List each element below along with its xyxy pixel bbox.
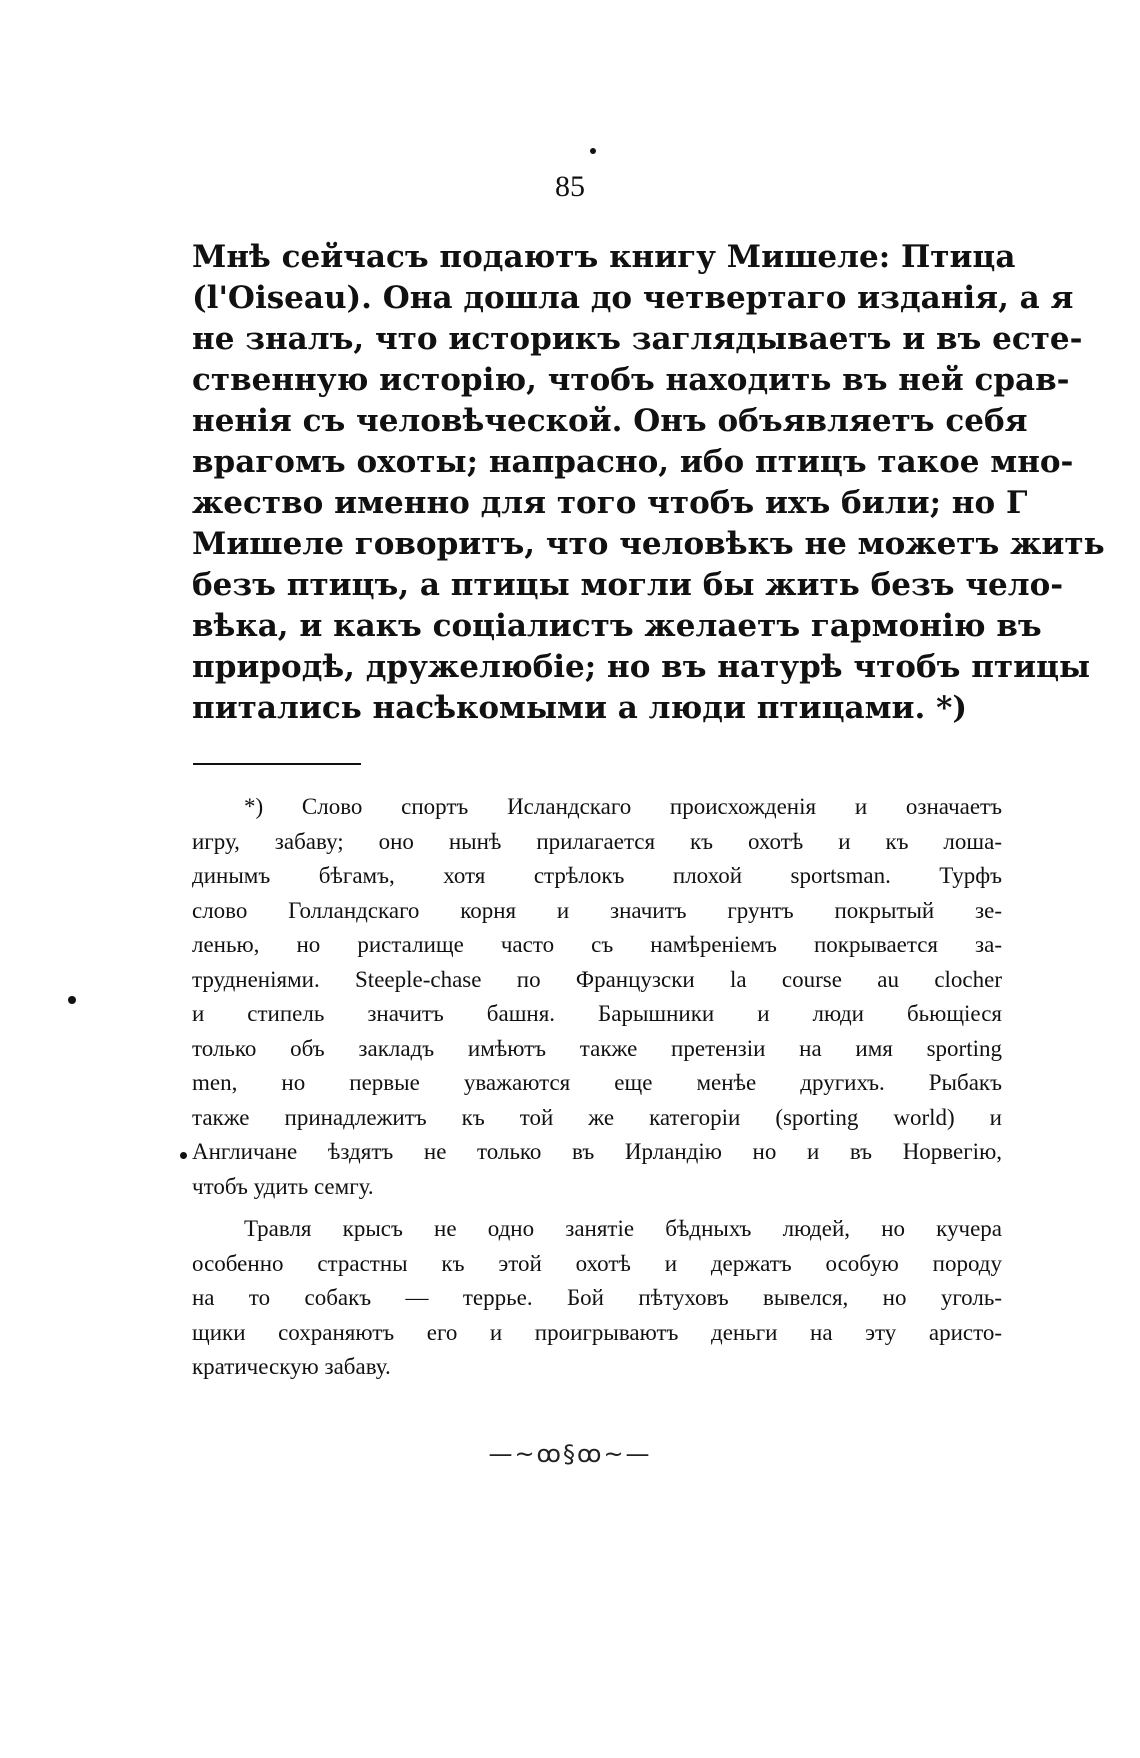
main-text-line: вѣка, и какъ соціалистъ желаетъ гармонію въ xyxy=(192,608,1042,644)
footnote-line: ленью, но ристалище часто съ намѣреніемъ покрывается за- xyxy=(192,932,1002,957)
main-text-line: Мнѣ сейчасъ подаютъ книгу Мишеле: Птица xyxy=(192,239,1016,275)
footnote-line: динымъ бѣгамъ, хотя стрѣлокъ плохой sportsman. Турфъ xyxy=(192,863,1002,888)
page-number: 85 xyxy=(555,170,585,203)
footnote xyxy=(192,790,1002,1385)
footnote-line: слово Голландскаго корня и значитъ грунтъ покрытый зе- xyxy=(192,897,1002,923)
main-text-line: безъ птицъ, а птицы могли бы жить безъ чело- xyxy=(192,567,1064,603)
footnote-line: на то собакъ — террье. Бой пѣтуховъ вывелся, но уголь- xyxy=(192,1285,1002,1310)
footnote-paragraph-2 xyxy=(192,1212,1002,1385)
footnote-line: men, но первые уважаются еще менѣе другихъ. Рыбакъ xyxy=(192,1070,1002,1095)
footnote-line: игру, забаву; оно нынѣ прилагается къ охотѣ и къ лоша- xyxy=(192,828,1002,854)
footnote-line: чтобъ удить семгу. xyxy=(192,1173,374,1199)
main-text-line: ненія съ человѣческой. Онъ объявляетъ себя xyxy=(192,403,1028,439)
footnote-line: также принадлежитъ къ той же категоріи (sporting world) и xyxy=(192,1104,1002,1130)
print-speck xyxy=(590,148,596,154)
main-text xyxy=(192,237,1105,729)
footnote-line: Травля крысъ не одно занятіе бѣдныхъ людей, но кучера xyxy=(244,1216,1002,1241)
print-speck xyxy=(180,1152,187,1159)
footnote-line: особенно страстны къ этой охотѣ и держатъ особую породу xyxy=(192,1250,1002,1276)
footnote-paragraph-1 xyxy=(192,790,1002,1204)
main-text-line: (l'Oiseau). Она дошла до четвертаго изданія, а я xyxy=(192,280,1074,316)
main-text-line: питались насѣкомыми а люди птицами. *) xyxy=(192,690,967,726)
footnote-line: щики сохраняютъ его и проигрываютъ деньги на эту аристо- xyxy=(192,1319,1002,1345)
footnote-line: только объ закладъ имѣютъ также претензіи на имя sporting xyxy=(192,1035,1002,1061)
main-text-line: не зналъ, что историкъ заглядываетъ и въ есте- xyxy=(192,321,1083,357)
main-text-line: врагомъ охоты; напрасно, ибо птицъ такое мно- xyxy=(192,444,1074,480)
footnote-line: и стипель значитъ башня. Барышники и люди бьющіеся xyxy=(192,1001,1002,1026)
main-text-line: жество именно для того чтобъ ихъ били; но Г xyxy=(192,485,1028,521)
footnote-line: кратическую забаву. xyxy=(192,1354,391,1379)
footnote-line: *) Слово спортъ Исландскаго происхожденія и означаетъ xyxy=(244,794,1002,819)
main-text-line: Мишеле говоритъ, что человѣкъ не можетъ жить xyxy=(192,526,1105,562)
main-text-line: ственную исторію, чтобъ находить въ ней срав- xyxy=(192,362,1070,398)
footnote-divider xyxy=(193,763,361,765)
footnote-line: Англичане ѣздятъ не только въ Ирландію но и въ Норвегію, xyxy=(192,1139,1002,1164)
print-speck xyxy=(68,996,76,1004)
main-text-line: природѣ, дружелюбіе; но въ натурѣ чтобъ птицы xyxy=(192,649,1091,685)
ornament-divider: —~ꝏ§ꝏ~— xyxy=(488,1440,652,1468)
footnote-line: трудненіями. Steeple-chase по Французски la course au clocher xyxy=(192,966,1002,992)
